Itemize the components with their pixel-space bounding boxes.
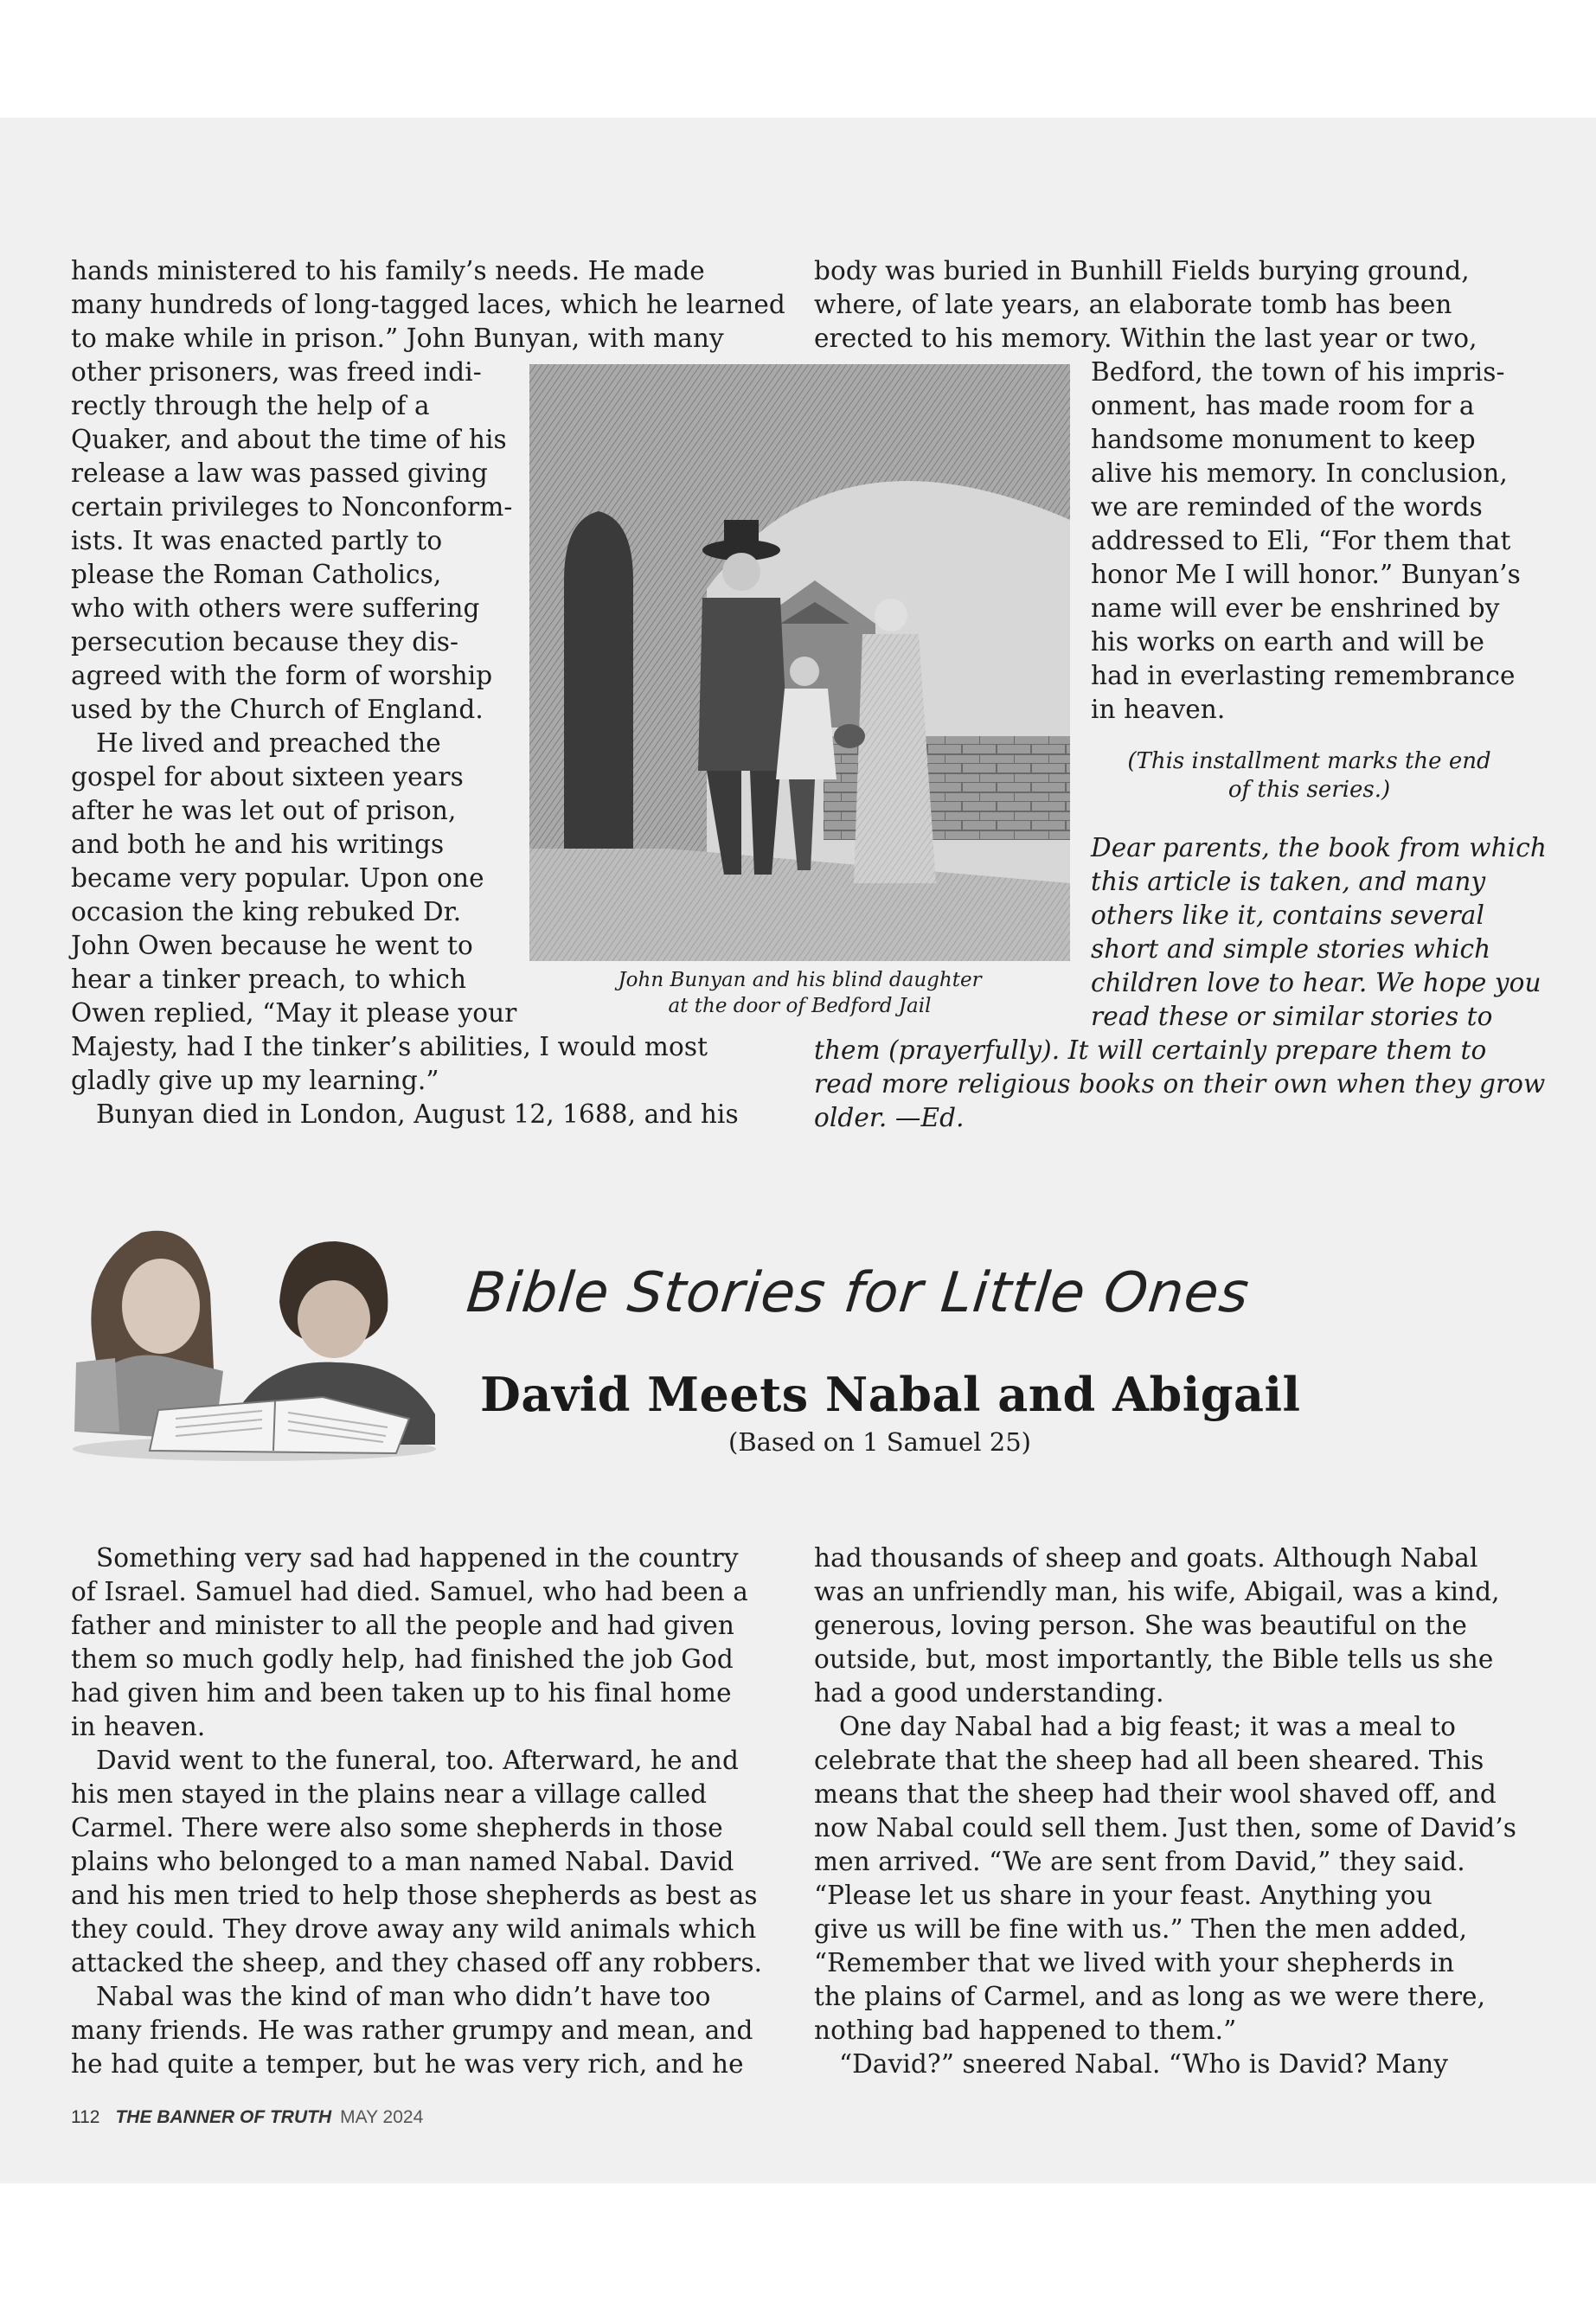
text-line: father and minister to all the people and had given — [71, 1611, 734, 1640]
text-line: name will ever be enshrined by — [1091, 593, 1500, 623]
text-line: Majesty, had I the tinker’s abilities, I would most — [71, 1032, 708, 1061]
text-line: Quaker, and about the time of his — [71, 425, 507, 454]
text-line: many friends. He was rather grumpy and mean, and — [71, 2016, 753, 2045]
text-line: John Owen because he went to — [71, 931, 473, 960]
text-line: who with others were suffering — [71, 593, 480, 623]
text-line: of Israel. Samuel had died. Samuel, who had been a — [71, 1577, 748, 1606]
bunyan-jail-engraving — [529, 364, 1070, 961]
story-subtitle: (Based on 1 Samuel 25) — [728, 1427, 1031, 1457]
text-line: had thousands of sheep and goats. Although Nabal — [814, 1543, 1478, 1573]
text-line: erected to his memory. Within the last year or two, — [814, 324, 1477, 353]
text-line: persecution because they dis- — [71, 627, 459, 657]
caption-line: at the door of Bedford Jail — [668, 995, 932, 1017]
text-line: give us will be fine with us.” Then the men added, — [814, 1914, 1468, 1944]
text-line: means that the sheep had their wool shaved off, and — [814, 1779, 1497, 1809]
text-line: hear a tinker preach, to which — [71, 965, 467, 994]
text-line: please the Roman Catholics, — [71, 560, 442, 589]
note-line: (This installment marks the end — [1127, 748, 1491, 774]
page-number: 112 — [71, 2107, 100, 2127]
text-line: nothing bad happened to them.” — [814, 2016, 1237, 2045]
text-line: Nabal was the kind of man who didn’t have too — [96, 1982, 711, 2011]
text-line: Bunyan died in London, August 12, 1688, and his — [96, 1099, 739, 1129]
text-line: He lived and preached the — [96, 728, 441, 758]
text-line: One day Nabal had a big feast; it was a meal to — [839, 1712, 1457, 1741]
text-line: where, of late years, an elaborate tomb has been — [814, 290, 1452, 319]
text-line: them (prayerfully). It will certainly prepare them to — [814, 1035, 1487, 1065]
text-line: was an unfriendly man, his wife, Abigail, was a kind, — [814, 1577, 1500, 1606]
text-line: after he was let out of prison, — [71, 796, 457, 825]
publication-name: THE BANNER OF TRUTH — [115, 2107, 332, 2127]
text-line: now Nabal could sell them. Just then, some of David’s — [814, 1813, 1516, 1843]
text-line: Something very sad had happened in the country — [96, 1543, 739, 1573]
text-line: became very popular. Upon one — [71, 863, 484, 893]
text-line: onment, has made room for a — [1091, 391, 1475, 420]
text-line: Dear parents, the book from which — [1091, 833, 1547, 862]
text-line: addressed to Eli, “For them that — [1091, 526, 1511, 555]
text-line: them so much godly help, had finished the job God — [71, 1644, 734, 1674]
text-line: gospel for about sixteen years — [71, 762, 464, 792]
text-line: agreed with the form of worship — [71, 661, 493, 690]
text-line: to make while in prison.” John Bunyan, with many — [71, 324, 724, 353]
text-line: honor Me I will honor.” Bunyan’s — [1091, 560, 1521, 589]
text-line: Carmel. There were also some shepherds in those — [71, 1813, 723, 1843]
text-line: read more religious books on their own when they grow — [814, 1069, 1546, 1099]
text-line: Bedford, the town of his impris- — [1091, 357, 1505, 387]
text-line: had a good understanding. — [814, 1678, 1164, 1708]
text-line: occasion the king rebuked Dr. — [71, 897, 462, 926]
text-line: and both he and his writings — [71, 830, 445, 859]
text-line: release a law was passed giving — [71, 458, 488, 488]
text-line: children love to hear. We hope you — [1091, 968, 1542, 997]
text-line: generous, loving person. She was beautiful on the — [814, 1611, 1467, 1640]
text-line: in heaven. — [71, 1712, 206, 1741]
text-line: alive his memory. In conclusion, — [1091, 458, 1508, 488]
text-line: many hundreds of long-tagged laces, which he learned — [71, 290, 785, 319]
text-line: celebrate that the sheep had all been sheared. This — [814, 1746, 1484, 1775]
text-line: attacked the sheep, and they chased off any robbers. — [71, 1948, 763, 1977]
text-line: handsome monument to keep — [1091, 425, 1476, 454]
text-line: Owen replied, “May it please your — [71, 998, 517, 1028]
text-line: plains who belonged to a man named Nabal. David — [71, 1847, 734, 1876]
text-line: “David?” sneered Nabal. “Who is David? Many — [839, 2049, 1449, 2079]
text-line: they could. They drove away any wild animals which — [71, 1914, 757, 1944]
text-line: used by the Church of England. — [71, 695, 484, 724]
text-line: he had quite a temper, but he was very rich, and he — [71, 2049, 744, 2079]
children-reading-photo — [67, 1215, 441, 1462]
text-line: this article is taken, and many — [1091, 867, 1486, 896]
text-line: “Remember that we lived with your shepherds in — [814, 1948, 1455, 1977]
text-line: men arrived. “We are sent from David,” they said. — [814, 1847, 1465, 1876]
section-heading: Bible Stories for Little Ones — [464, 1261, 1253, 1325]
text-line: his works on earth and will be — [1091, 627, 1485, 657]
text-line: had given him and been taken up to his final home — [71, 1678, 732, 1708]
text-line: rectly through the help of a — [71, 391, 430, 420]
text-line: hands ministered to his family’s needs. He made — [71, 256, 705, 285]
text-line: read these or similar stories to — [1091, 1002, 1493, 1031]
text-line: certain privileges to Nonconform- — [71, 492, 513, 522]
text-line: had in everlasting remembrance — [1091, 661, 1516, 690]
story-title: David Meets Nabal and Abigail — [480, 1367, 1301, 1422]
text-line: we are reminded of the words — [1091, 492, 1483, 522]
text-line: the plains of Carmel, and as long as we were there, — [814, 1982, 1486, 2011]
note-line: of this series.) — [1227, 777, 1391, 803]
caption-line: John Bunyan and his blind daughter — [618, 969, 982, 991]
text-line: and his men tried to help those shepherds as best as — [71, 1881, 758, 1910]
text-line: others like it, contains several — [1091, 901, 1485, 930]
text-line: gladly give up my learning.” — [71, 1066, 439, 1095]
text-line: ists. It was enacted partly to — [71, 526, 443, 555]
text-line: “Please let us share in your feast. Anything you — [814, 1881, 1433, 1910]
text-line: other prisoners, was freed indi- — [71, 357, 482, 387]
issue-date: MAY 2024 — [340, 2107, 424, 2127]
text-line: his men stayed in the plains near a village called — [71, 1779, 708, 1809]
text-line: outside, but, most importantly, the Bible tells us she — [814, 1644, 1494, 1674]
page-footer — [71, 2107, 423, 2128]
text-line: in heaven. — [1091, 695, 1226, 724]
text-line: older. —Ed. — [814, 1103, 965, 1132]
text-line: David went to the funeral, too. Afterward, he and — [96, 1746, 739, 1775]
text-line: short and simple stories which — [1091, 934, 1491, 964]
text-line: body was buried in Bunhill Fields burying ground, — [814, 256, 1470, 285]
